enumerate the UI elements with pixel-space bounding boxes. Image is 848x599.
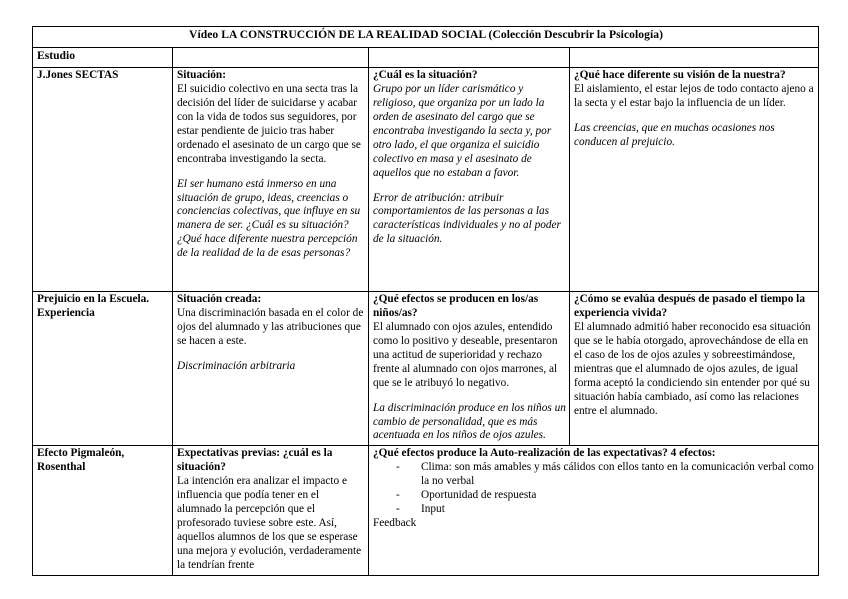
cell-paragraph: El alumnado admitió haber reconocido esa situación que se le había otorgado, aprovechándose de ella en el caso de los de ojos azules y sobreestimándose, mientras que el alumnado de ojos azules, de igual forma aceptó la condiciendo sin entender por qué su situación había cambiado, así como las relaciones entre el alumnado. <box>574 320 811 417</box>
cell-paragraph: El alumnado con ojos azules, entendido como lo positivo y deseable, presentaron una actitud de superioridad y rechazo frente al alumnado con ojos marrones, al que se le atribuyó lo negativo. <box>373 320 558 389</box>
cell-heading: Expectativas previas: ¿cuál es la situación? <box>177 447 333 474</box>
column-header-blank-2 <box>173 48 369 68</box>
cell-heading: ¿Cuál es la situación? <box>373 69 478 81</box>
list-item <box>391 489 815 503</box>
cell-italic-paragraph: La discriminación produce en los niños un cambio de personalidad, que es más acentuada en los niños de ojos azules. <box>373 401 566 442</box>
list-item-label: Clima: son más amables y más cálidos con ellos tanto en la comunicación verbal como la no verbal <box>421 461 814 488</box>
effects-list <box>373 461 815 517</box>
cell-heading: Situación creada: <box>177 293 262 305</box>
list-item <box>391 503 815 517</box>
bullet-marker: - <box>396 489 400 502</box>
self-fulfilling-effects-cell <box>369 446 819 576</box>
cell-heading: ¿Qué efectos se producen en los/as niños/as? <box>373 293 539 319</box>
cell-italic-paragraph: Grupo por un líder carismático y religioso, que organiza por un lado la orden de asesinato del cargo que se encontraba investigando la secta y, por otro lado, el que organiza el suicidio colectivo en masa y el asesinato de aquellos que no estaban a favor. <box>373 82 552 179</box>
cell-italic-paragraph: Error de atribución: atribuir comportamientos de las personas a las características individuales y no al poder de la situación. <box>373 191 561 246</box>
table-row <box>33 446 819 576</box>
cell-heading: ¿Cómo se evalúa después de pasado el tiempo la experiencia vivida? <box>574 293 805 319</box>
cell-italic-paragraph: Discriminación arbitraria <box>177 359 296 372</box>
column-header-blank-3 <box>369 48 570 68</box>
table-header-row <box>33 48 819 68</box>
cell-paragraph: El suicidio colectivo en una secta tras la decisión del líder de suicidarse y acabar con la vida de todos sus seguidores, por estar pendiente de juicio tras haber ordenado el asesinato de un cargo que se encontraba investigando la secta. <box>177 82 361 165</box>
list-item <box>391 461 815 489</box>
column-header-estudio: Estudio <box>33 48 173 68</box>
cell-italic-paragraph: El ser humano está inmerso en una situación de grupo, ideas, creencias o conciencias colectivas, que influye en su manera de ser. ¿Cuál es su situación? ¿Qué hace diferente nuestra percepción de la realidad de la de esas personas? <box>177 177 361 260</box>
question-situation-cell <box>369 68 570 292</box>
cell-heading: ¿Qué efectos produce la Auto-realización de las expectativas? 4 efectos: <box>373 447 716 460</box>
paragraph-spacer <box>177 349 365 360</box>
question-vision-cell <box>570 68 819 292</box>
cell-heading: ¿Qué hace diferente su visión de la nuestra? <box>574 69 786 81</box>
study-name-cell: J.Jones SECTAS <box>33 68 173 292</box>
question-effects-cell <box>369 292 570 446</box>
bullet-marker: - <box>396 503 400 516</box>
question-evaluation-cell <box>570 292 819 446</box>
study-name-cell: Prejuicio en la Escuela. Experiencia <box>33 292 173 446</box>
table-row <box>33 68 819 292</box>
study-name-cell: Efecto Pigmaleón, Rosenthal <box>33 446 173 576</box>
table-title-row <box>33 27 819 48</box>
cell-paragraph: Una discriminación basada en el color de ojos del alumnado y las atribuciones que se hacen a este. <box>177 306 364 347</box>
paragraph-spacer <box>177 167 365 178</box>
column-header-blank-4 <box>570 48 819 68</box>
paragraph-spacer <box>373 391 566 402</box>
situation-cell <box>173 292 369 446</box>
cell-paragraph: La intención era analizar el impacto e influencia que podía tener en el alumnado la percepción que el profesorado tuviese sobre este. Así, aquellos alumnos de los que se esperase una mejora y evolución, verdaderamente la tendrían frente <box>177 475 362 571</box>
paragraph-spacer <box>574 111 815 122</box>
cell-paragraph: El aislamiento, el estar lejos de todo contacto ajeno a la secta y el estar bajo la influencia de un líder. <box>574 82 814 109</box>
table-row <box>33 292 819 446</box>
cell-heading: Situación: <box>177 69 226 81</box>
paragraph-spacer <box>373 181 566 192</box>
cell-italic-paragraph: Las creencias, que en muchas ocasiones nos conducen al prejuicio. <box>574 121 775 148</box>
expectations-cell <box>173 446 369 576</box>
bullet-marker: - <box>396 461 400 474</box>
feedback-line: Feedback <box>373 517 417 530</box>
list-item-label: Oportunidad de respuesta <box>421 489 537 502</box>
situation-cell <box>173 68 369 292</box>
study-comparison-table <box>32 26 819 576</box>
document-title: Vídeo LA CONSTRUCCIÓN DE LA REALIDAD SOCIAL (Colección Descubrir la Psicología) <box>33 27 819 48</box>
list-item-label: Input <box>421 503 445 516</box>
